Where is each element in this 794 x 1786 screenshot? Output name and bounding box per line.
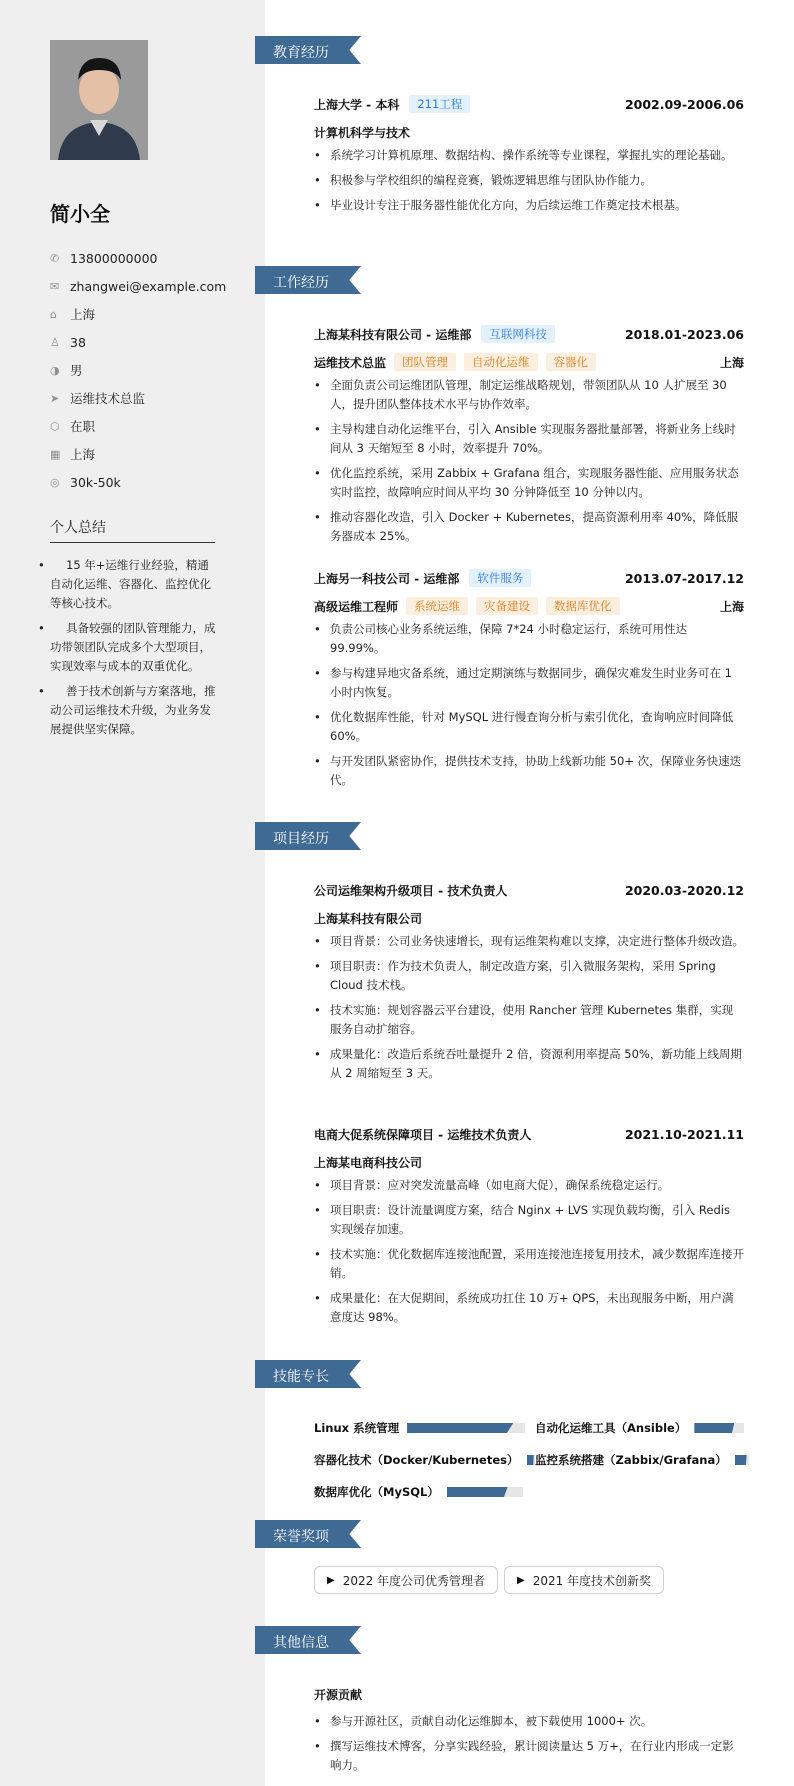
work-bullet: • 主导构建自动化运维平台，引入 Ansible 实现服务器批量部署，将新业务上线时间从 3 天缩短至 8 小时，效率提升 70%。 [314, 420, 744, 458]
play-icon: ▶ [517, 1574, 525, 1586]
project-bullet: • 技术实施：规划容器云平台建设，使用 Rancher 管理 Kubernetes 集群，实现服务自动扩缩容。 [314, 1001, 744, 1039]
skill-tag: 自动化运维 [464, 353, 538, 371]
contact-text: zhangwei@example.com [70, 278, 227, 294]
contact-row [50, 272, 250, 300]
contact-row [50, 300, 250, 328]
project-bullet: • 项目背景：公司业务快速增长，现有运维架构难以支撑，决定进行整体升级改造。 [314, 932, 744, 951]
project-company: 上海某科技有限公司 [314, 911, 423, 926]
contact-row [50, 328, 250, 356]
education-date: 2002.09-2006.06 [624, 96, 744, 112]
project-title: 公司运维架构升级项目 - 技术负责人 [314, 883, 508, 898]
award-label: 2022 年度公司优秀管理者 [342, 1573, 486, 1588]
contact-row [50, 384, 250, 412]
other-entry [314, 1684, 744, 1781]
contact-text: 38 [70, 334, 86, 350]
contact-text: 在职 [70, 419, 96, 434]
mail-icon: ✉ [50, 279, 60, 293]
education-entry [314, 94, 744, 221]
award-chip [504, 1566, 664, 1594]
section-title: 技能专长 [273, 1369, 329, 1385]
other-title: 开源贡献 [314, 1687, 363, 1702]
skill-tag: 灾备建设 [476, 597, 538, 615]
education-bullet: • 积极参与学校组织的编程竞赛，锻炼逻辑思维与团队协作能力。 [314, 171, 744, 190]
play-icon: ▶ [327, 1574, 335, 1586]
summary-divider [50, 542, 215, 543]
school-name: 上海大学 - 本科 [314, 97, 400, 112]
work-bullet: • 全面负责公司运维团队管理，制定运维战略规划，带领团队从 10 人扩展至 30 人，提升团队整体技术水平与协作效率。 [314, 376, 744, 414]
skill-name: Linux 系统管理 [314, 1421, 400, 1435]
skill-tag: 容器化 [546, 353, 597, 371]
contact-text: 运维技术总监 [70, 391, 146, 406]
work-bullet: • 参与构建异地灾备系统，通过定期演练与数据同步，确保灾难发生时业务可在 1 小时内恢复。 [314, 664, 744, 702]
skill-name: 容器化技术（Docker/Kubernetes） [314, 1453, 519, 1467]
skill-bar [407, 1423, 525, 1433]
contact-text: 13800000000 [70, 250, 158, 266]
skill-name: 自动化运维工具（Ansible） [535, 1421, 687, 1435]
skill-bar [527, 1455, 535, 1465]
summary-list [50, 556, 220, 745]
contact-row [50, 440, 250, 468]
education-bullet: • 毕业设计专注于服务器性能优化方向，为后续运维工作奠定技术根基。 [314, 196, 744, 215]
skill-item [314, 1484, 523, 1500]
project-bullet: • 成果量化：改造后系统吞吐量提升 2 倍，资源利用率提高 50%，新功能上线周期从 2 周缩短至 3 天。 [314, 1045, 744, 1083]
phone-icon: ✆ [50, 251, 60, 265]
job-role: 运维技术总监 [314, 355, 387, 370]
skill-item [535, 1420, 744, 1436]
job-city: 上海 [719, 355, 744, 370]
salary-icon: ◎ [50, 475, 60, 489]
section-header-other [255, 1626, 361, 1654]
section-header-skills [255, 1360, 361, 1388]
summary-item: • 具备较强的团队管理能力，成功带领团队完成多个大型项目，实现效率与成本的双重优化。 [50, 619, 220, 676]
other-bullet: • 参与开源社区，贡献自动化运维脚本，被下载使用 1000+ 次。 [314, 1712, 744, 1731]
send-icon: ➤ [50, 391, 60, 405]
skill-name: 数据库优化（MySQL） [314, 1485, 439, 1499]
project-date: 2020.03-2020.12 [624, 882, 744, 898]
work-entry [314, 568, 744, 796]
project-title: 电商大促系统保障项目 - 运维技术负责人 [314, 1127, 532, 1142]
award-label: 2021 年度技术创新奖 [532, 1573, 652, 1588]
skill-tag: 系统运维 [406, 597, 468, 615]
industry-tag: 互联网科技 [481, 325, 555, 343]
summary-item: • 15 年+运维行业经验，精通自动化运维、容器化、监控优化等核心技术。 [50, 556, 220, 613]
section-title: 荣誉奖项 [273, 1529, 329, 1545]
company-name: 上海另一科技公司 - 运维部 [314, 571, 460, 586]
building-icon: ▦ [50, 447, 61, 461]
contact-row [50, 244, 250, 272]
sidebar [0, 0, 265, 1786]
summary-title: 个人总结 [50, 520, 106, 536]
work-entry [314, 324, 744, 552]
job-role: 高级运维工程师 [314, 599, 399, 614]
skill-item [314, 1452, 535, 1468]
age-icon: ♙ [50, 335, 60, 349]
work-bullet: • 与开发团队紧密协作，提供技术支持，协助上线新功能 50+ 次，保障业务快速迭代。 [314, 752, 744, 790]
work-date: 2013.07-2017.12 [624, 570, 744, 586]
section-header-work [255, 266, 361, 294]
section-title: 项目经历 [273, 831, 329, 847]
contact-row [50, 412, 250, 440]
major: 计算机科学与技术 [314, 125, 411, 140]
profile-name: 简小全 [50, 202, 110, 226]
contact-text: 上海 [70, 447, 96, 462]
project-bullet: • 成果量化：在大促期间，系统成功扛住 10 万+ QPS，未出现服务中断，用户满意度达 98%。 [314, 1289, 744, 1327]
skill-item [535, 1452, 749, 1468]
other-bullet: • 撰写运维技术博客，分享实践经验，累计阅读量达 5 万+，在行业内形成一定影响力。 [314, 1737, 744, 1775]
skill-tag: 团队管理 [394, 353, 456, 371]
project-bullet: • 项目职责：作为技术负责人，制定改造方案，引入微服务架构，采用 Spring Cloud 技术栈。 [314, 957, 744, 995]
contact-text: 30k-50k [70, 474, 121, 490]
skill-tag: 数据库优化 [546, 597, 620, 615]
section-title: 其他信息 [273, 1635, 329, 1651]
contact-list [50, 244, 250, 496]
contact-text: 男 [70, 363, 83, 378]
work-bullet: • 推动容器化改造，引入 Docker + Kubernetes，提高资源利用率 40%，降低服务器成本 25%。 [314, 508, 744, 546]
status-icon: ⬡ [50, 419, 60, 433]
industry-tag: 软件服务 [469, 569, 531, 587]
summary-item: • 善于技术创新与方案落地，推动公司运维技术升级，为业务发展提供坚实保障。 [50, 682, 220, 739]
project-bullet: • 技术实施：优化数据库连接池配置，采用连接池连接复用技术，减少数据库连接开销。 [314, 1245, 744, 1283]
school-tag: 211工程 [409, 95, 470, 113]
skill-bar [735, 1455, 749, 1465]
section-title: 教育经历 [273, 45, 329, 61]
gender-icon: ◑ [50, 363, 60, 377]
section-header-honors [255, 1520, 361, 1548]
work-date: 2018.01-2023.06 [624, 326, 744, 342]
home-icon: ⌂ [50, 307, 57, 321]
work-bullet: • 优化数据库性能，针对 MySQL 进行慢查询分析与索引优化，查询响应时间降低 60%。 [314, 708, 744, 746]
project-company: 上海某电商科技公司 [314, 1155, 423, 1170]
skill-item [314, 1420, 525, 1436]
section-header-education [255, 36, 361, 64]
skill-bar [694, 1423, 744, 1433]
section-title: 工作经历 [273, 275, 329, 291]
avatar [50, 40, 148, 160]
project-entry [314, 1124, 744, 1333]
section-header-projects [255, 822, 361, 850]
work-bullet: • 优化监控系统，采用 Zabbix + Grafana 组合，实现服务器性能、应用服务状态实时监控，故障响应时间从平均 30 分钟降低至 10 分钟以内。 [314, 464, 744, 502]
project-bullet: • 项目职责：设计流量调度方案，结合 Nginx + LVS 实现负载均衡，引入 Redis 实现缓存加速。 [314, 1201, 744, 1239]
company-name: 上海某科技有限公司 - 运维部 [314, 327, 472, 342]
award-chip [314, 1566, 498, 1594]
education-bullet: • 系统学习计算机原理、数据结构、操作系统等专业课程，掌握扎实的理论基础。 [314, 146, 744, 165]
project-entry [314, 880, 744, 1089]
project-date: 2021.10-2021.11 [624, 1126, 744, 1142]
contact-text: 上海 [70, 307, 96, 322]
job-city: 上海 [719, 599, 744, 614]
contact-row [50, 356, 250, 384]
project-bullet: • 项目背景：应对突发流量高峰（如电商大促），确保系统稳定运行。 [314, 1176, 744, 1195]
work-bullet: • 负责公司核心业务系统运维，保障 7*24 小时稳定运行，系统可用性达 99.99%。 [314, 620, 744, 658]
skill-name: 监控系统搭建（Zabbix/Grafana） [535, 1453, 727, 1467]
skill-bar [447, 1487, 523, 1497]
contact-row [50, 468, 250, 496]
